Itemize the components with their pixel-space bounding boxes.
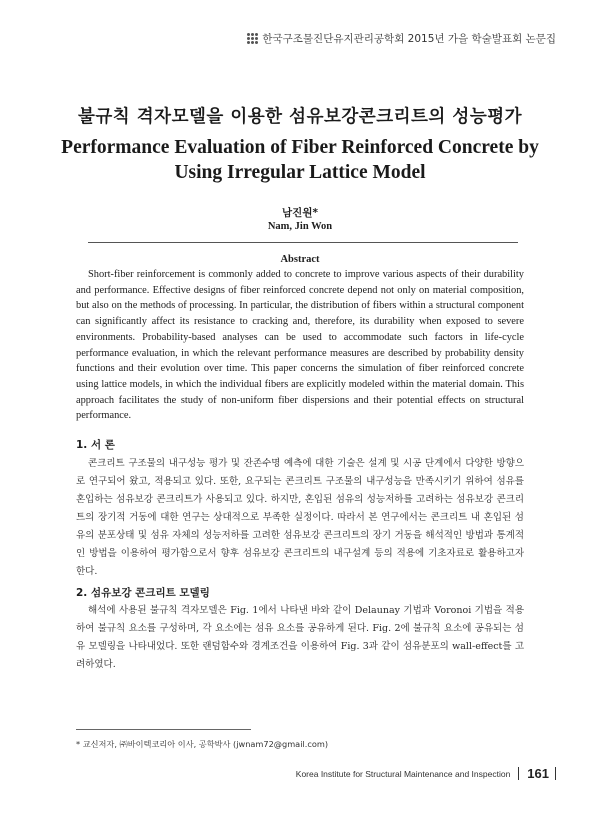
corresponding-author-footnote: * 교신저자, ㈜바이텍코리아 이사, 공학박사 (jwnam72@gmail.com): [76, 739, 329, 749]
abstract-heading: Abstract: [280, 254, 320, 265]
section-2-text: 해석에 사용된 불규칙 격자모델은 Fig. 1에서 나타낸 바와 같이 Delaunay 기법과 Voronoi 기법을 적용하여 불규칙 요소를 구성하며, 각 요소에는 섬유 요소를 공유하게 된다. Fig. 2에 불규칙 요소에 공유되는 섬유 모델링을 나타내었다. 또한 랜덤함수와 경계조건을 이용하여 Fig. 3과 같이 섬유분포의 wall-effect를 고려하였다.: [76, 605, 524, 670]
section-1-text: 콘크리트 구조물의 내구성능 평가 및 잔존수명 예측에 대한 기술은 설계 및 시공 단계에서 다양한 방향으로 연구되어 왔고, 적용되고 있다. 또한, 요구되는 콘크리트 구조물의 내구성능을 만족시키기 위하여 섬유를 혼입하는 섬유보강 콘크리트가 사용되고 있다. 하지만, 혼입된 섬유의 성능저하를 고려하는 섬유보강 콘크리트의 장기적 거동에 대한 연구는 상대적으로 부족한 실정이다. 따라서 본 연구에서는 콘크리트 내 혼입된 섬유의 분포상태 및 섬유 자체의 성능저하를 고려한 섬유보강 콘크리트의 장기 거동을 해석적인 방법과 통계적인 방법을 이용하여 평가함으로서 향후 섬유보강 콘크리트의 내구설계 등의 적용에 기초자료로 활용하고자 한다.: [76, 458, 524, 577]
page-number: 161: [527, 766, 549, 781]
footer-divider-right: [555, 767, 556, 780]
footer-organization: Korea Institute for Structural Maintenance and Inspection: [295, 768, 511, 779]
footnote-rule: [76, 729, 251, 730]
journal-name: 한국구조물진단유지관리공학회 2015년 가을 학술발표회 논문집: [262, 33, 556, 45]
author-korean: 남진원*: [282, 207, 318, 219]
footer-divider: [518, 767, 519, 780]
paper-title-english: Performance Evaluation of Fiber Reinforced Concrete by Using Irregular Lattice Model: [61, 137, 539, 183]
paper-title-korean: 불규칙 격자모델을 이용한 섬유보강콘크리트의 성능평가: [77, 107, 523, 127]
journal-header: [247, 31, 556, 46]
author-english: Nam, Jin Won: [267, 221, 333, 232]
page-footer: [296, 766, 556, 781]
section-2-heading: 2. 섬유보강 콘크리트 모델링: [76, 587, 210, 599]
abstract-text: Short-fiber reinforcement is commonly added to concrete to improve various aspects of their durability and performance. Effective designs of fiber reinforced concrete depend not only on material composition, but also on the methods of processing. In particular, the distribution of fibers within a structural component can significantly affect its resistance to cracking and, therefore, its durability when exposed to severe environments. Probability-based analyses can be used to accommodate such factors in life-cycle performance evaluation, in which the relevant performance measures are described by probability density functions and their evolution over time. This paper concerns the simulation of fiber reinforced concrete using lattice models, in which the individual fibers are explicitly modeled within the material domain. This approach facilitates the study of non-uniform fiber dispersions and their potential effects on structural performance.: [76, 269, 524, 422]
bullet-dots-icon: [247, 33, 258, 44]
section-1-heading: 1. 서 론: [76, 439, 115, 451]
abstract-top-rule: [88, 242, 518, 243]
